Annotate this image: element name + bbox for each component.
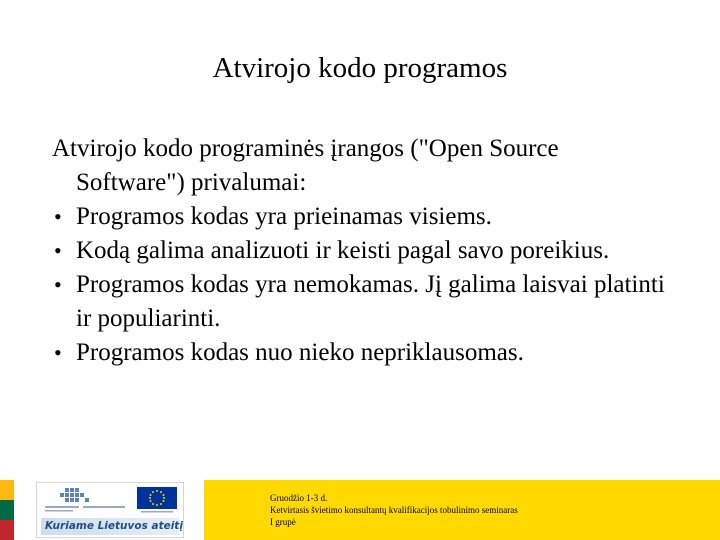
bullet-icon: •	[54, 272, 62, 297]
footer-date: Gruodžio 1-3 d.	[270, 493, 328, 503]
eu-flag-icon	[137, 487, 177, 514]
bullet-list	[52, 200, 672, 370]
ministry-logo-icon	[43, 487, 129, 515]
slogan-text: Kuriame Lietuvos ateitį	[45, 520, 183, 532]
bullet-icon: •	[54, 340, 62, 365]
list-item	[52, 268, 672, 336]
footer-seminar: Ketvirtasis švietimo konsultantų kvalifikacijos tobulinimo seminaras	[270, 505, 518, 515]
bullet-icon: •	[54, 204, 62, 229]
list-item	[52, 336, 672, 370]
bullet-text: Programos kodas yra prieinamas visiems.	[76, 203, 492, 230]
bullet-icon: •	[54, 238, 62, 263]
bullet-text: Programos kodas yra nemokamas. Jį galima laisvai platinti ir populiarinti.	[76, 271, 665, 332]
lithuanian-flag-stripes-icon	[0, 480, 14, 540]
intro-text: Atvirojo kodo programinės įrangos ("Open Source Software") privalumai:	[52, 135, 559, 196]
list-item	[52, 200, 672, 234]
slide-footer	[0, 480, 720, 540]
sponsor-logos	[36, 482, 184, 538]
slide-title: Atvirojo kodo programos	[212, 52, 508, 84]
list-item	[52, 234, 672, 268]
footer-group: I grupė	[270, 517, 296, 527]
bullet-text: Kodą galima analizuoti ir keisti pagal savo poreikius.	[76, 237, 610, 264]
slide-content	[52, 132, 672, 370]
footer-text	[270, 492, 518, 528]
bullet-text: Programos kodas nuo nieko nepriklausomas.	[76, 339, 524, 366]
